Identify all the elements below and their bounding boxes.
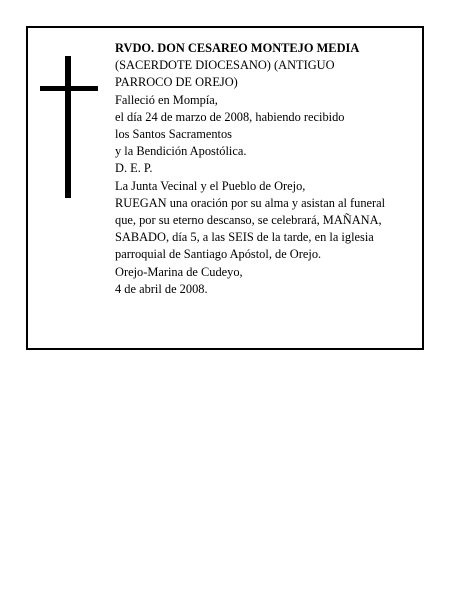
mourners-line: La Junta Vecinal y el Pueblo de Orejo, <box>115 178 306 193</box>
funeral-place-line: parroquial de Santiago Apóstol, de Orejo. <box>115 247 322 262</box>
death-place: Falleció en Mompía, <box>115 92 218 107</box>
location-line: Orejo-Marina de Cudeyo, <box>115 264 243 279</box>
obituary-notice <box>26 26 424 350</box>
deceased-title-line-2: PARROCO DE OREJO) <box>115 75 238 90</box>
request-line-1: RUEGAN una oración por su alma y asistan al funeral <box>115 195 386 210</box>
cross-horizontal-bar <box>40 86 98 91</box>
rip-line: D. E. P. <box>115 161 153 176</box>
funeral-time-line: SABADO, día 5, a las SEIS de la tarde, en la iglesia <box>115 230 374 245</box>
cross-vertical-bar <box>65 56 71 198</box>
cross-icon <box>40 56 98 198</box>
deceased-name: RVDO. DON CESAREO MONTEJO MEDIA <box>115 41 360 55</box>
death-date: el día 24 de marzo de 2008, habiendo recibido <box>115 109 345 124</box>
deceased-title-line-1: (SACERDOTE DIOCESANO) (ANTIGUO <box>115 58 335 73</box>
notice-date: 4 de abril de 2008. <box>115 281 208 296</box>
blessing-line: y la Bendición Apostólica. <box>115 144 247 159</box>
sacraments-line: los Santos Sacramentos <box>115 127 233 142</box>
request-line-2: que, por su eterno descanso, se celebrará, MAÑANA, <box>115 213 382 228</box>
obituary-text <box>115 40 421 298</box>
